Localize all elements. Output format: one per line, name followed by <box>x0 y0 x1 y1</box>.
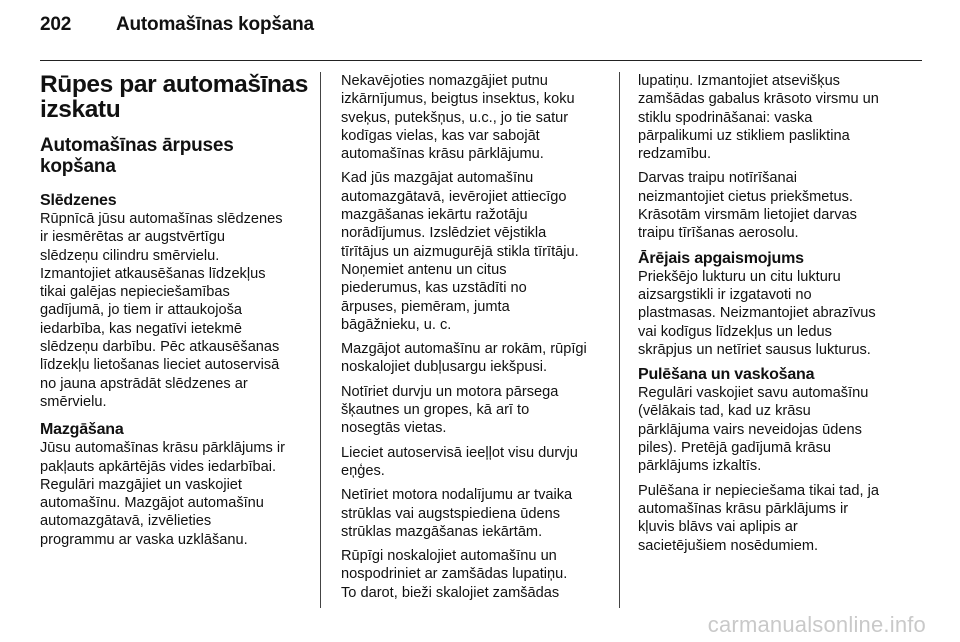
paragraph: Regulāri vaskojiet savu automašīnu (vēlākais tad, kad uz krāsu pārklājuma vairs neveidojas ūdens piles). Pretējā gadījumā krāsu pārklājums izkaltīs. <box>638 385 869 475</box>
paragraph: Rūpīgi noskalojiet automašīnu un nospodriniet ar zamšādas lupatiņu. To darot, bieži skalojiet zamšādas <box>341 548 568 601</box>
page-header <box>40 14 920 36</box>
column-1 <box>40 72 308 555</box>
paragraph: Mazgājot automašīnu ar rokām, rūpīgi noskalojiet dubļusargu iekšpusi. <box>341 341 587 376</box>
section-title: Automašīnas kopšana <box>116 14 314 35</box>
paragraph: Kad jūs mazgājat automašīnu automazgātavā, ievērojiet attiecīgo mazgāšanas iekārtu ražotāju norādījumus. Izslēdziet vējstikla tīrītājus un aizmugurējā stikla tīrītāju. Noņemiet antenu un citus piederumus, kas uzstādīti no ārpuses, piemēram, jumta bāgāžnieku, u. c. <box>341 170 579 333</box>
heading-washing: Mazgāšana <box>40 421 124 439</box>
paragraph: Darvas traipu notīrīšanai neizmantojiet cietus priekšmetus. Krāsotām virsmām lietojiet darvas traipu tīrīšanas aerosolu. <box>638 170 857 242</box>
paragraph: Netīriet motora nodalījumu ar tvaika strūklas vai augstspiediena ūdens strūklas mazgāšanas iekārtām. <box>341 487 573 540</box>
lights-paragraph: Priekšējo lukturu un citu lukturu aizsargstikli ir izgatavoti no plastmasas. Neizmantojiet abrazīvus vai kodīgus līdzekļus un ledus skrāpjus un netīriet sausus lukturus. <box>638 268 876 358</box>
paragraph: Pulēšana ir nepieciešama tikai tad, ja automašīnas krāsu pārklājums ir kļuvis blāvs vai aplipis ar sacietējušiem nosēdumiem. <box>638 482 879 554</box>
column-divider-2 <box>619 72 620 608</box>
header-rule <box>40 60 922 61</box>
paragraph: lupatiņu. Izmantojiet atsevišķus zamšādas gabalus krāsoto virsmu un stiklu spodrināšanai: vaska pārpalikumi uz stikliem pasliktina redzamību. <box>638 73 879 163</box>
chapter-title: Rūpes par automašīnas izskatu <box>40 71 308 123</box>
washing-paragraph: Jūsu automašīnas krāsu pārklājums ir pakļauts apkārtējās vides iedarbībai. Regulāri mazgājiet un vaskojiet automašīnu. Mazgājot automašīnu automazgātavā, izvēlieties programmu ar vaska uzklāšanu. <box>40 440 285 548</box>
paragraph: Lieciet autoservisā ieeļļot visu durvju eņģes. <box>341 444 578 479</box>
paragraph: Notīriet durvju un motora pārsega šķautnes un gropes, kā arī to nosegtās vietas. <box>341 383 559 437</box>
heading-exterior-lights: Ārējais apgaismojums <box>638 249 804 267</box>
section-subtitle: Automašīnas ārpuses kopšana <box>40 135 234 177</box>
heading-polishing: Pulēšana un vaskošana <box>638 366 815 384</box>
column-2 <box>341 72 609 608</box>
page-number: 202 <box>40 14 72 35</box>
heading-locks: Slēdzenes <box>40 192 117 209</box>
column-divider-1 <box>320 72 321 608</box>
watermark: carmanualsonline.info <box>707 612 926 637</box>
paragraph: Nekavējoties nomazgājiet putnu izkārnījumus, beigtus insektus, koku sveķus, putekšņus, u.c., jo tie satur kodīgas vielas, kas var sabojāt automašīnas krāsu pārklājumu. <box>341 73 575 163</box>
locks-paragraph: Rūpnīcā jūsu automašīnas slēdzenes ir iesmērētas ar augstvērtīgu slēdzeņu cilindru smērvielu. Izmantojiet atkausēšanas līdzekļus tikai galējas nepieciešamības gadījumā, jo tiem ir attaukojoša iedarbība, kas negatīvi ietekmē slēdzeņu darbību. Pēc atkausēšanas līdzekļu lietošanas lieciet autoservisā no jauna apstrādāt slēdzenes ar smērvielu. <box>40 211 283 410</box>
column-3 <box>638 72 908 561</box>
